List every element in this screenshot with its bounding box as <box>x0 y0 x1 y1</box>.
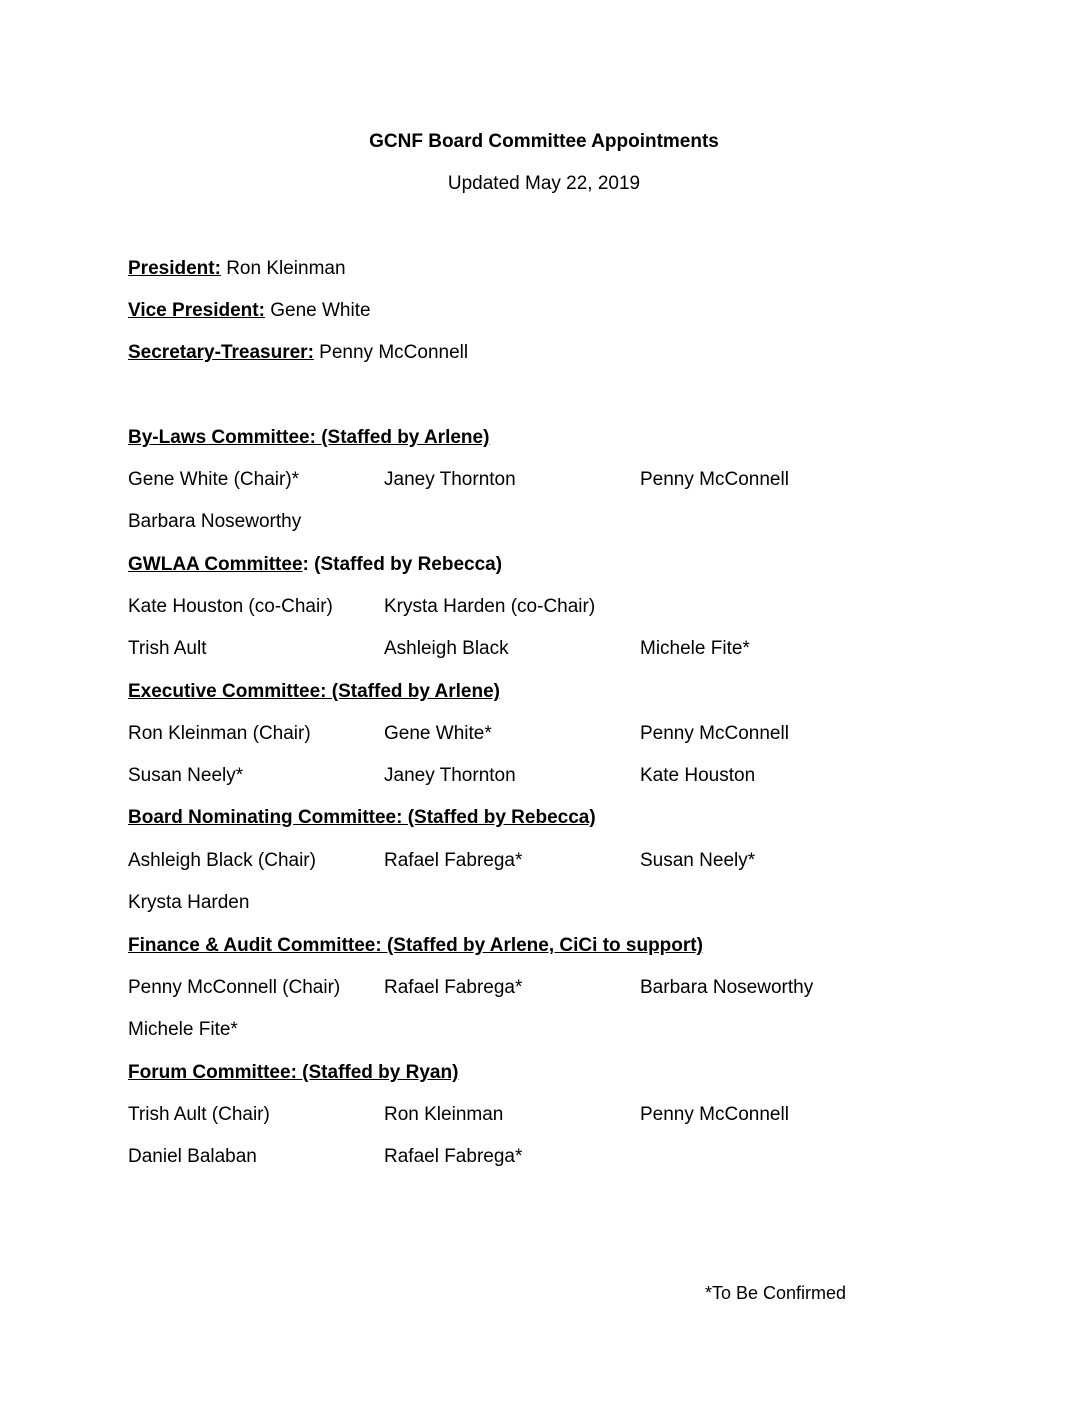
document-title: GCNF Board Committee Appointments <box>369 131 719 152</box>
committee-member: Rafael Fabrega* <box>384 977 523 998</box>
committee-member: Penny McConnell <box>640 723 789 744</box>
officer-role: President: <box>128 258 221 279</box>
committee-member: Gene White* <box>384 723 492 744</box>
committee-member: Barbara Noseworthy <box>640 977 814 998</box>
committee-member: Ron Kleinman <box>384 1104 504 1125</box>
committee-member: Trish Ault <box>128 638 207 659</box>
committee-member: Penny McConnell <box>640 469 789 490</box>
committee-heading-forum <box>128 1061 458 1085</box>
committee-name: GWLAA Committee <box>128 554 303 575</box>
committee-staff: : (Staffed by Rebecca) <box>302 554 503 575</box>
committee-heading-finance-audit <box>128 934 703 958</box>
committee-member: Susan Neely* <box>640 850 756 871</box>
committee-member: Krysta Harden <box>128 892 250 913</box>
committee-member: Penny McConnell (Chair) <box>128 977 341 998</box>
committee-member: Ashleigh Black (Chair) <box>128 850 316 871</box>
committee-member: Janey Thornton <box>384 765 516 786</box>
committee-member: Ashleigh Black <box>384 638 509 659</box>
committee-member: Janey Thornton <box>384 469 516 490</box>
committee-member: Rafael Fabrega* <box>384 1146 523 1167</box>
committee-heading-gwlaa <box>128 553 502 577</box>
committee-member: Kate Houston (co-Chair) <box>128 596 333 617</box>
document-date: Updated May 22, 2019 <box>447 173 641 194</box>
committee-name: Board Nominating Committee: (Staffed by Rebecca) <box>128 807 596 828</box>
committee-heading-bylaws <box>128 426 489 450</box>
committee-member: Ron Kleinman (Chair) <box>128 723 311 744</box>
officer-name: Gene White <box>270 300 371 321</box>
committee-heading-executive <box>128 680 500 704</box>
committee-heading-board-nominating <box>128 806 596 830</box>
committee-member: Rafael Fabrega* <box>384 850 523 871</box>
officer-role: Vice President: <box>128 300 265 321</box>
committee-name: Executive Committee: (Staffed by Arlene) <box>128 681 500 702</box>
committee-member: Daniel Balaban <box>128 1146 257 1167</box>
committee-name: Forum Committee: (Staffed by Ryan) <box>128 1062 459 1083</box>
committee-member: Michele Fite* <box>640 638 750 659</box>
officer-name: Ron Kleinman <box>226 258 346 279</box>
officer-vice-president <box>128 299 371 323</box>
committee-member: Kate Houston <box>640 765 756 786</box>
officer-role: Secretary-Treasurer: <box>128 342 314 363</box>
officer-president <box>128 257 346 281</box>
officer-name: Penny McConnell <box>319 342 469 363</box>
committee-member: Trish Ault (Chair) <box>128 1104 270 1125</box>
committee-member: Michele Fite* <box>128 1019 238 1040</box>
committee-member: Susan Neely* <box>128 765 244 786</box>
committee-member: Penny McConnell <box>640 1104 789 1125</box>
committee-member: Gene White (Chair)* <box>128 469 300 490</box>
committee-member: Barbara Noseworthy <box>128 511 302 532</box>
committee-name: By-Laws Committee: (Staffed by Arlene) <box>128 427 490 448</box>
committee-member: Krysta Harden (co-Chair) <box>384 596 596 617</box>
committee-name: Finance & Audit Committee: (Staffed by Arlene, CiCi to support) <box>128 935 703 956</box>
officer-secretary-treasurer <box>128 341 468 365</box>
footnote: *To Be Confirmed <box>705 1283 847 1303</box>
